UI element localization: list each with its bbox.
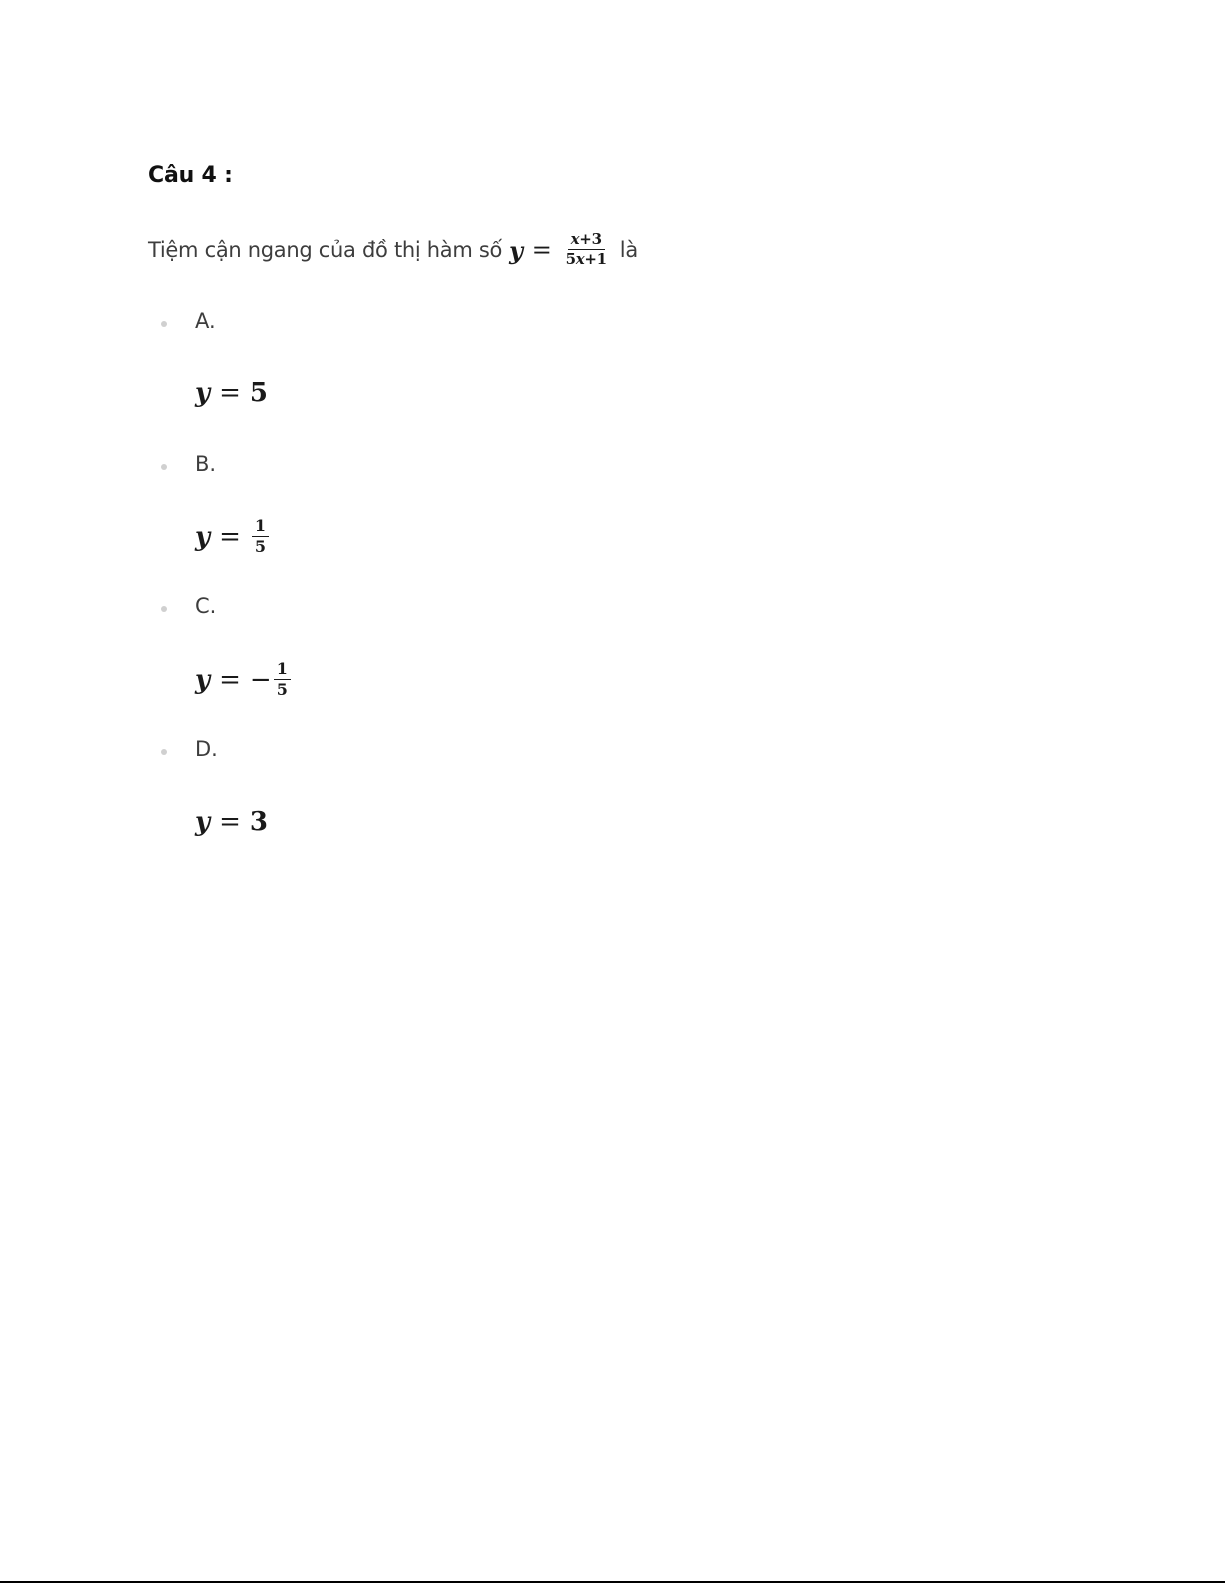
option-c-equals: = (219, 665, 241, 695)
option-b-formula[interactable] (195, 512, 271, 562)
option-b-denominator: 5 (254, 537, 267, 556)
denominator-coef: 5 (565, 250, 576, 268)
formula-lhs: y (509, 235, 523, 265)
option-b-fraction (252, 518, 269, 556)
option-c-formula[interactable] (195, 655, 293, 705)
option-c-bullet (161, 606, 167, 612)
option-d-value: 3 (249, 807, 268, 837)
formula-numerator (568, 232, 605, 250)
question-title: Câu 4 : (148, 163, 233, 188)
denominator-rest: +1 (584, 250, 607, 268)
option-a-label[interactable]: A. (195, 309, 216, 333)
option-a-var: y (195, 378, 211, 408)
option-c-numerator: 1 (274, 661, 291, 680)
option-d-equals: = (219, 807, 241, 837)
question-stem (148, 226, 638, 274)
formula-denominator (563, 250, 610, 268)
question-formula (509, 232, 612, 268)
option-b-numerator: 1 (252, 518, 269, 537)
option-a-value: 5 (249, 378, 268, 408)
option-c-denominator: 5 (276, 680, 288, 699)
option-d-var: y (195, 807, 211, 837)
option-b-equals: = (219, 522, 241, 552)
option-d-bullet (161, 749, 167, 755)
option-b-label[interactable]: B. (195, 452, 217, 476)
option-b-var: y (195, 522, 211, 552)
numerator-rest: +3 (579, 230, 602, 249)
numerator-var: x (570, 230, 580, 249)
option-a-equals: = (219, 378, 241, 408)
formula-fraction (563, 232, 610, 268)
option-c-label[interactable]: C. (195, 594, 217, 618)
page-bottom-border (0, 1581, 1225, 1583)
option-b-bullet (161, 464, 167, 470)
denominator-var: x (575, 250, 585, 268)
question-suffix: là (619, 238, 638, 262)
option-a-bullet (161, 321, 167, 327)
option-d-formula[interactable] (195, 797, 268, 847)
option-a-formula[interactable] (195, 368, 268, 418)
option-c-sign: − (249, 665, 272, 695)
option-d-label[interactable]: D. (195, 737, 218, 761)
formula-equals: = (531, 236, 552, 264)
option-c-var: y (195, 665, 211, 695)
question-text: Tiệm cận ngang của đồ thị hàm số (148, 238, 503, 262)
option-c-fraction (274, 661, 291, 699)
